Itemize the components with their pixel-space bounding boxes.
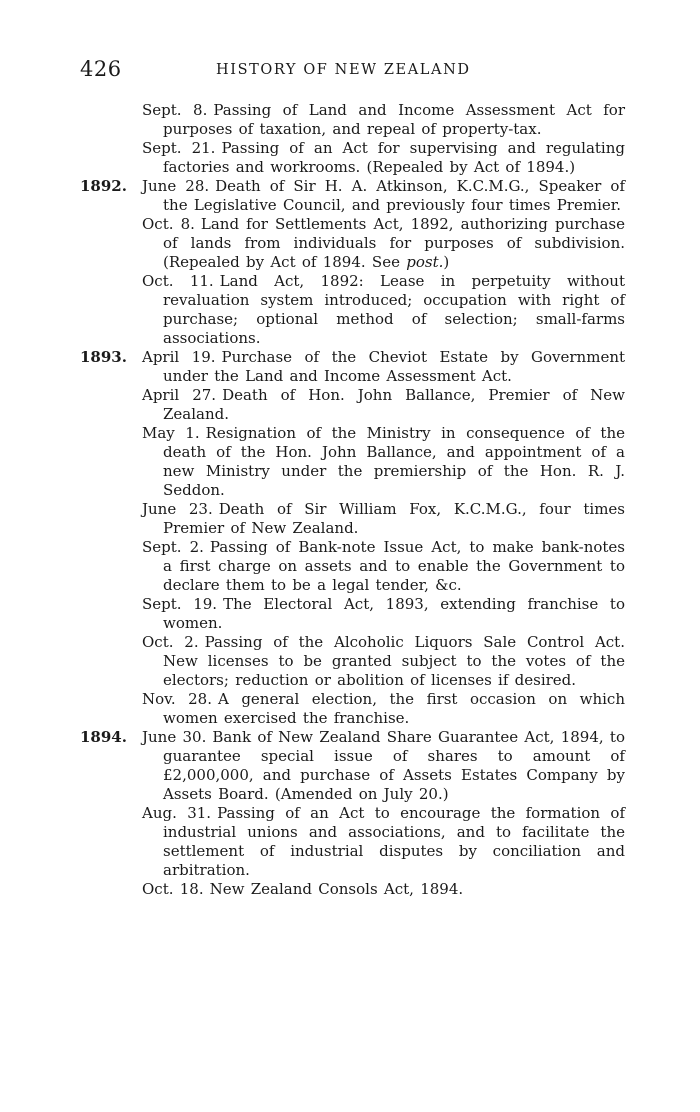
chronology-entry bbox=[142, 690, 625, 728]
entry-date: Aug. 31. bbox=[142, 804, 212, 822]
entry-text: Passing of an Act for supervising and regulating factories and workrooms. (Repealed by Act of 1894.) bbox=[163, 139, 625, 176]
entry-date: Oct. 11. bbox=[142, 272, 214, 290]
entry-date: Sept. 8. bbox=[142, 101, 208, 119]
year-block-1894 bbox=[80, 728, 625, 899]
entry-text: The Electoral Act, 1893, extending franchise to women. bbox=[163, 595, 625, 632]
entry-text: Passing of the Alcoholic Liquors Sale Control Act. New licenses to be granted subject to the votes of the electors; reduction or abolition of licenses if desired. bbox=[163, 633, 625, 689]
entry-text: Death of Sir H. A. Atkinson, K.C.M.G., Speaker of the Legislative Council, and previously four times Premier. bbox=[163, 177, 625, 214]
entry-date: Sept. 2. bbox=[142, 538, 204, 556]
chronology-entry bbox=[142, 880, 625, 899]
entry-date: Sept. 21. bbox=[142, 139, 216, 157]
entry-text: Passing of Land and Income Assessment Act for purposes of taxation, and repeal of property-tax. bbox=[163, 101, 625, 138]
page-number: 426 bbox=[80, 57, 122, 81]
year-block-1892 bbox=[80, 177, 625, 348]
chronology-entry bbox=[142, 633, 625, 690]
entry-text: Death of Hon. John Ballance, Premier of New Zealand. bbox=[163, 386, 626, 423]
entry-date: Nov. 28. bbox=[142, 690, 212, 708]
entry-date: Oct. 18. bbox=[142, 880, 204, 898]
entry-text: Passing of an Act to encourage the formation of industrial unions and associations, and to facilitate the settlement of industrial disputes by conciliation and arbitration. bbox=[163, 804, 625, 879]
year-label: 1892. bbox=[80, 177, 127, 195]
entry-date: Sept. 19. bbox=[142, 595, 218, 613]
entry-date: April 27. bbox=[142, 386, 217, 404]
chronology-entry bbox=[142, 728, 625, 804]
chronology-entry bbox=[142, 386, 625, 424]
entry-date: Oct. 8. bbox=[142, 215, 195, 233]
chronology-entry bbox=[142, 424, 625, 500]
chronology-entry bbox=[142, 177, 625, 215]
year-block-continued bbox=[80, 101, 625, 177]
chronology-entry bbox=[142, 272, 625, 348]
chronology-entry bbox=[142, 215, 625, 272]
entry-text: New Zealand Consols Act, 1894. bbox=[209, 880, 464, 898]
chronology-entry bbox=[142, 595, 625, 633]
year-label: 1894. bbox=[80, 728, 127, 746]
chronology-entry bbox=[142, 538, 625, 595]
chronology-entry bbox=[142, 139, 625, 177]
entry-text: Bank of New Zealand Share Guarantee Act, 1894, to guarantee special issue of shares to amount of £2,000,000, and purchase of Assets Estates Company by Assets Board. (Amended on July 20.) bbox=[163, 728, 625, 803]
entry-text: Land for Settlements Act, 1892, authorizing purchase of lands from individuals for purposes of subdivision. (Repealed by Act of 1894. See post.) bbox=[163, 215, 625, 271]
chronology-body bbox=[80, 101, 625, 899]
entry-date: June 23. bbox=[142, 500, 213, 518]
running-head: HISTORY OF NEW ZEALAND bbox=[216, 62, 471, 78]
entry-text: Passing of Bank-note Issue Act, to make bank-notes a first charge on assets and to enable the Government to declare them to be a legal tender, &c. bbox=[163, 538, 625, 594]
entry-date: May 1. bbox=[142, 424, 200, 442]
entry-date: June 30. bbox=[142, 728, 207, 746]
entry-text: A general election, the first occasion on which women exercised the franchise. bbox=[163, 690, 625, 727]
entry-date: Oct. 2. bbox=[142, 633, 199, 651]
chronology-entry bbox=[142, 500, 625, 538]
chronology-entry bbox=[142, 804, 625, 880]
chronology-entry bbox=[142, 348, 625, 386]
entry-text: Land Act, 1892: Lease in perpetuity without revaluation system introduced; occupation with right of purchase; optional method of selection; small-farms associations. bbox=[163, 272, 625, 347]
entry-date: April 19. bbox=[142, 348, 216, 366]
chronology-entry bbox=[142, 101, 625, 139]
entry-text: Resignation of the Ministry in consequence of the death of the Hon. John Ballance, and appointment of a new Ministry under the premiership of the Hon. R. J. Seddon. bbox=[163, 424, 625, 499]
entry-text: Purchase of the Cheviot Estate by Government under the Land and Income Assessment Act. bbox=[163, 348, 626, 385]
year-label: 1893. bbox=[80, 348, 127, 366]
entry-text: Death of Sir William Fox, K.C.M.G., four times Premier of New Zealand. bbox=[163, 500, 625, 537]
entry-date: June 28. bbox=[142, 177, 210, 195]
year-block-1893 bbox=[80, 348, 625, 728]
